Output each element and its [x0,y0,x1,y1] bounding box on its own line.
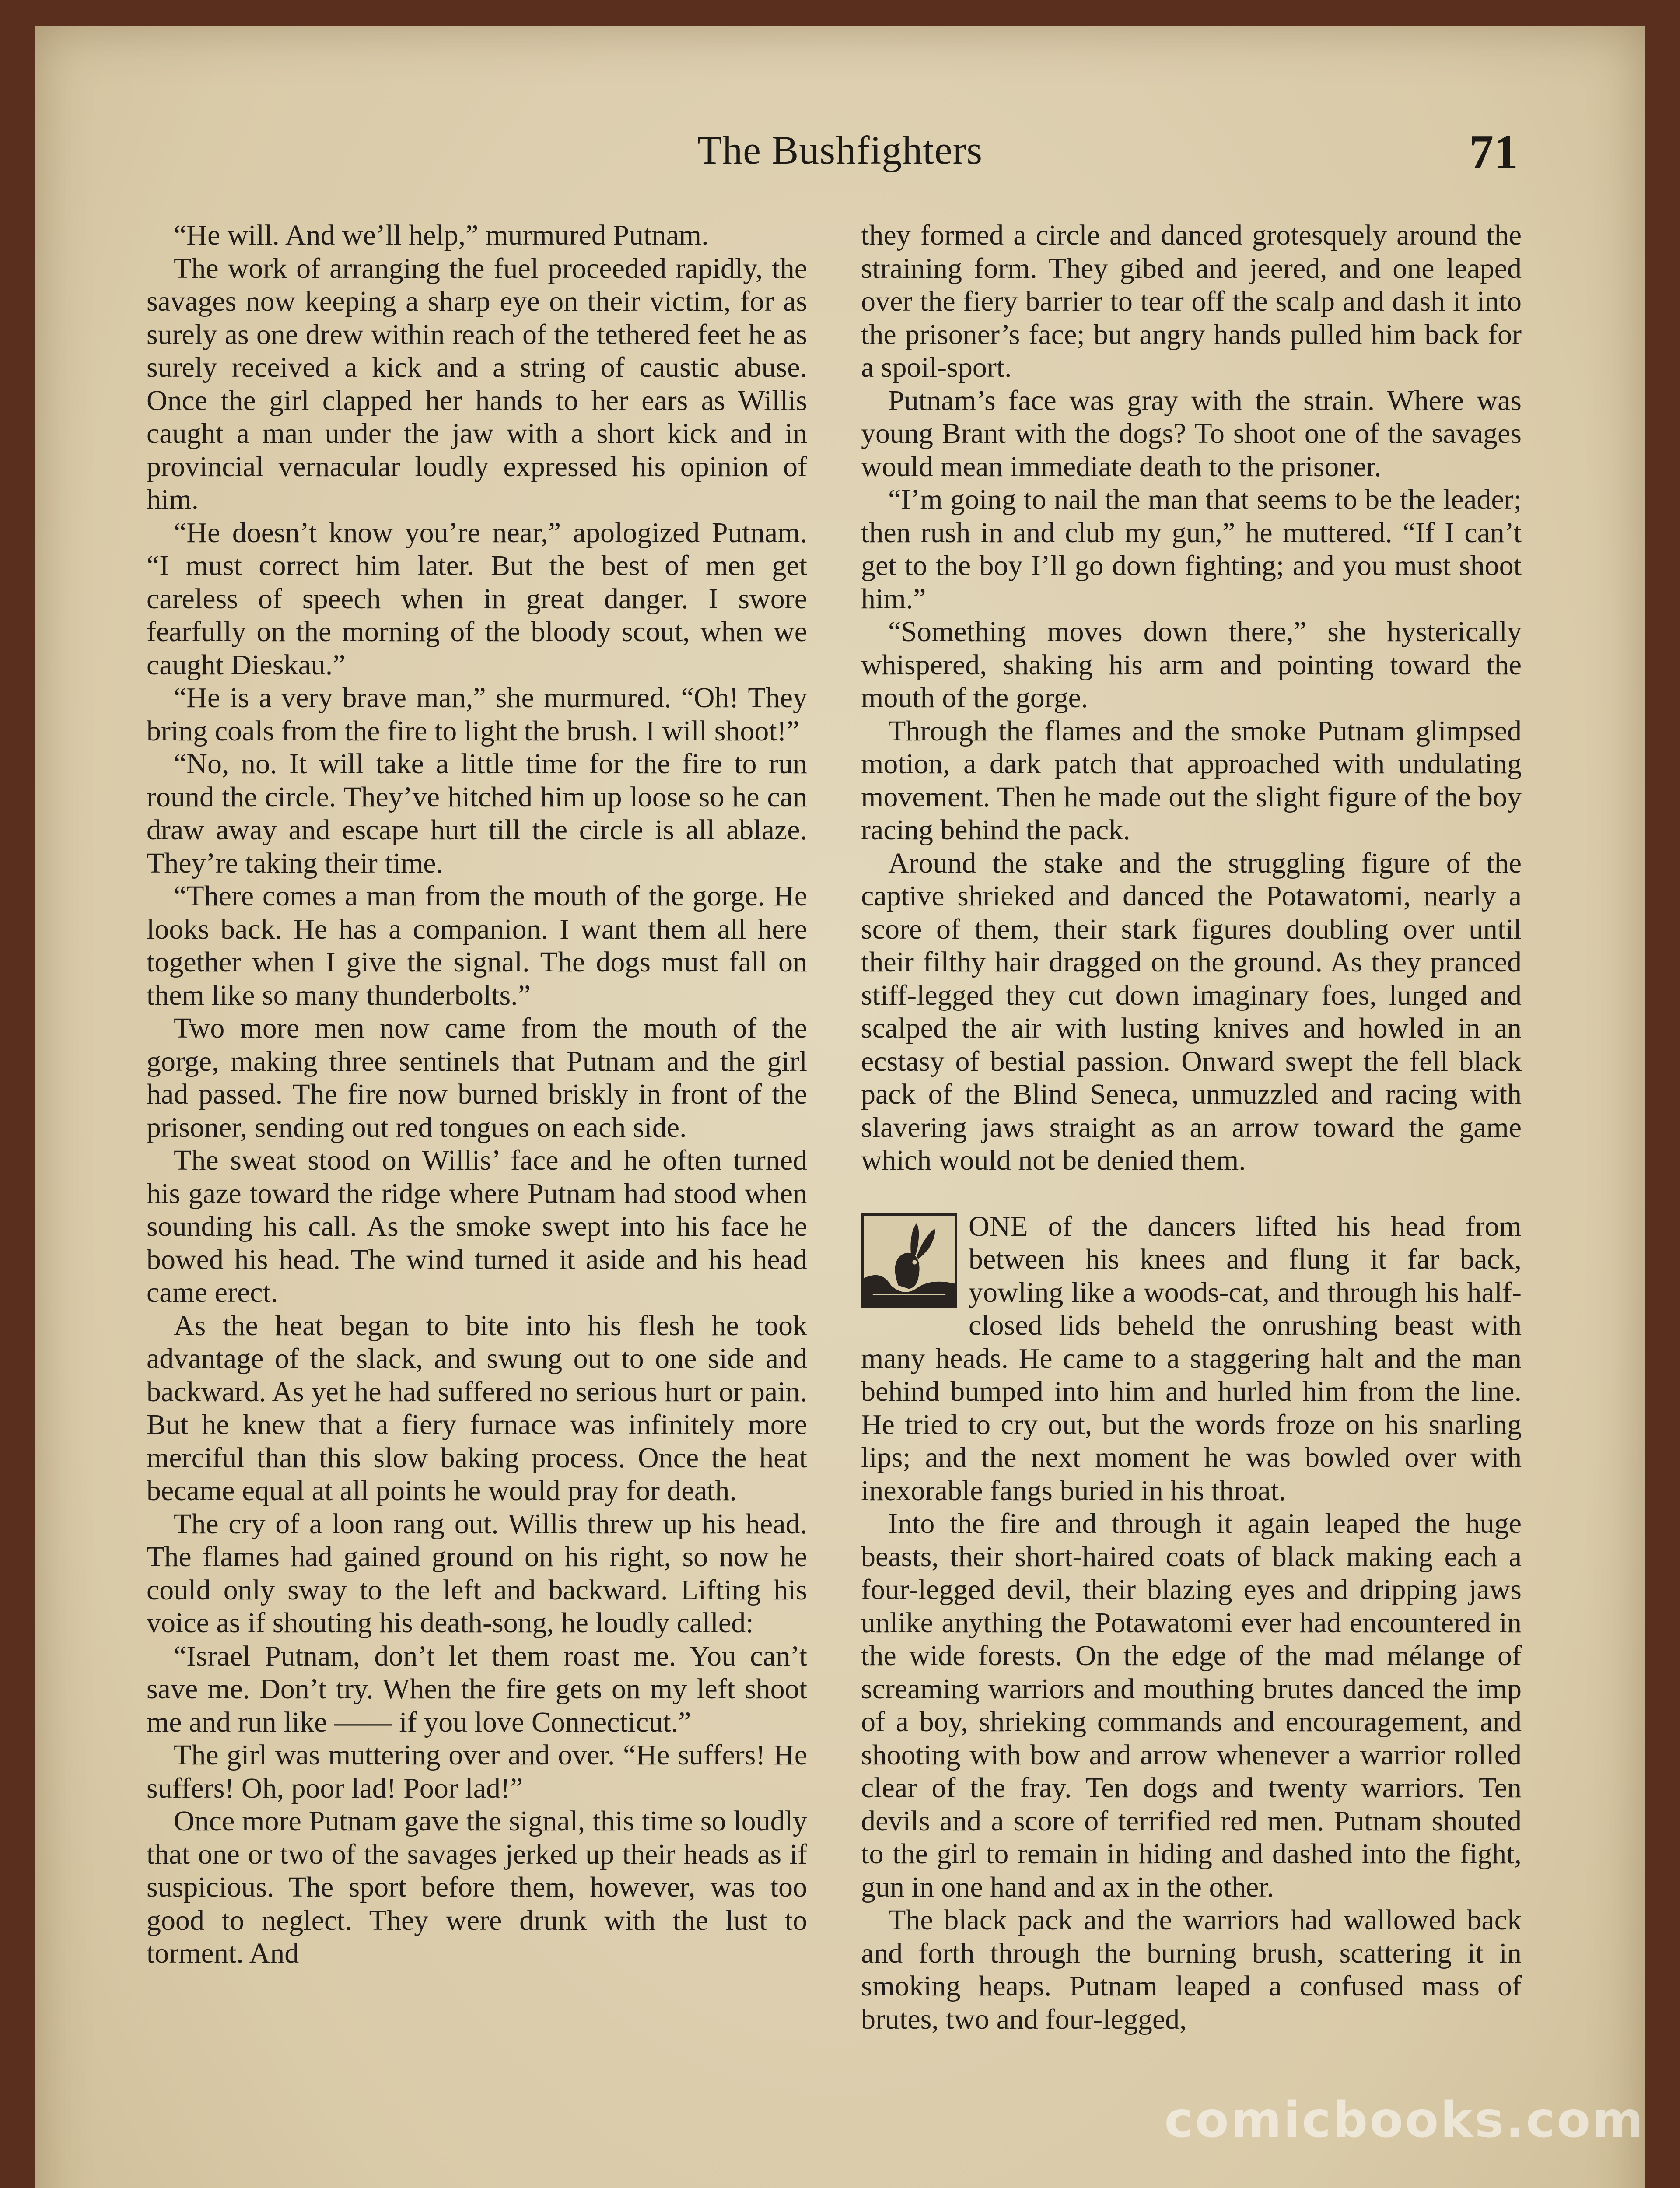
paragraph: The cry of a loon rang out. Willis threw up his head. The flames had gained ground on his right, so now he could only sway to the left and backward. Lifting his voice as if shouting his death-song, he loudly called: [147,1508,807,1639]
rabbit-woodcut-drawing [864,1216,955,1305]
paragraph: “He will. And we’ll help,” murmured Putnam. [174,219,709,251]
left-column [147,219,807,1970]
paragraph: Putnam’s face was gray with the strain. Where was young Brant with the dogs? To shoot one of the savages would mean immediate death to the prisoner. [861,384,1522,483]
paragraph: “He doesn’t know you’re near,” apologized Putnam. “I must correct him later. But the best of men get careless of speech when in great danger. I swore fearfully on the morning of the bloody scout, when we caught Dieskau.” [147,516,807,681]
paragraph: The sweat stood on Willis’ face and he often turned his gaze toward the ridge where Putnam had stood when sounding his call. As the smoke swept into his face he bowed his head. The wind turned it aside and his head came erect. [147,1144,807,1308]
paragraph-continuation: they formed a circle and danced grotesquely around the straining form. They gibed and jeered, and one leaped over the fiery barrier to tear off the scalp and dash it into the prisoner’s face; but angry hands pulled him back for a spoil-sport. [861,219,1522,383]
paragraph: “I’m going to nail the man that seems to be the leader; then rush in and club my gun,” he muttered. “If I can’t get to the boy I’ll go down fighting; and you must shoot him.” [861,484,1522,615]
paragraph: As the heat began to bite into his flesh he took advantage of the slack, and swung out to one side and backward. As yet he had suffered no serious hurt or pain. But he knew that a fiery furnace was infinitely more merciful than this slow baking process. Once the heat became equal at all points he would pray for death. [147,1309,807,1507]
magazine-page [35,26,1645,2188]
section-break [861,1177,1522,1210]
paragraph: “Something moves down there,” she hysterically whispered, shaking his arm and pointing toward the mouth of the gorge. [861,616,1522,714]
paragraph: “There comes a man from the mouth of the gorge. He looks back. He has a companion. I want them all here together when I give the signal. The dogs must fall on them like so many thunderbolts.” [147,880,807,1011]
paragraph: “He is a very brave man,” she murmured. “Oh! They bring coals from the fire to light the brush. I will shoot!” [147,682,807,747]
paragraph: The girl was muttering over and over. “He suffers! He suffers! Oh, poor lad! Poor lad!” [147,1739,807,1804]
paragraph: Once more Putnam gave the signal, this time so loudly that one or two of the savages jerked up their heads as if suspicious. The sport before them, however, was too good to neglect. They were drunk with the lust to torment. And [147,1805,807,1969]
rabbit-woodcut-icon [861,1213,957,1308]
section-lead-paragraph: ONE of the dancers lifted his head from between his knees and flung it far back, yowling like a woods-cat, and through his half-closed lids beheld the onrushing beast with many heads. He came to a staggering halt and the man behind bumped into him and hurled him from the line. He tried to cry out, but the words froze on his snarling lips; and the next moment he was bowled over with inexorable fangs buried in his throat. [861,1210,1522,1507]
paragraph: Into the fire and through it again leaped the huge beasts, their short-haired coats of black making each a four-legged devil, their blazing eyes and dripping jaws unlike anything the Potawatomi ever had encountered in the wide forests. On the edge of the mad mélange of screaming warriors and mouthing brutes danced the imp of a boy, shrieking commands and encouragement, and shooting with bow and arrow whenever a warrior rolled clear of the fray. Ten dogs and twenty warriors. Ten devils and a score of terrified red men. Putnam shouted to the girl to remain in hiding and dashed into the fight, gun in one hand and ax in the other. [861,1508,1522,1903]
paragraph: The work of arranging the fuel proceeded rapidly, the savages now keeping a sharp eye on their victim, for as surely as one drew within reach of the tethered feet he as surely received a kick and a string of caustic abuse. Once the girl clapped her hands to her ears as Willis caught a man under the jaw with a short kick and in provincial vernacular loudly expressed his opinion of him. [147,252,807,515]
paragraph: Through the flames and the smoke Putnam glimpsed motion, a dark patch that approached with undulating movement. Then he made out the slight figure of the boy racing behind the pack. [861,715,1522,846]
paragraph: Two more men now came from the mouth of the gorge, making three sentinels that Putnam and the girl had passed. The fire now burned briskly in front of the prisoner, sending out red tongues on each side. [147,1012,807,1143]
page-number: 71 [1469,125,1518,179]
paragraph: The black pack and the warriors had wallowed back and forth through the burning brush, scattering it in smoking heaps. Putnam leaped a confused mass of brutes, two and four-legged, [861,1904,1522,2035]
paragraph: “Israel Putnam, don’t let them roast me. You can’t save me. Don’t try. When the fire gets on my left shoot me and run like —— if you love Connecticut.” [147,1640,807,1738]
page-header [35,127,1645,184]
right-column [861,219,1522,2036]
paragraph: “No, no. It will take a little time for the fire to run round the circle. They’ve hitched him up loose so he can draw away and escape hurt till the circle is all ablaze. They’re taking their time. [147,748,807,879]
site-watermark: comicbooks.com [1164,2092,1645,2149]
running-title: The Bushfighters [697,128,983,172]
paragraph: Around the stake and the struggling figure of the captive shrieked and danced the Potawatomi, nearly a score of them, their stark figures doubling over until their filthy hair dragged on the ground. As they pranced stiff-legged they cut down imaginary foes, lunged and scalped the air with lusting knives and howled in an ecstasy of bestial passion. Onward swept the fell black pack of the Blind Seneca, unmuzzled and racing with slavering jaws straight as an arrow toward the game which would not be denied them. [861,847,1522,1176]
